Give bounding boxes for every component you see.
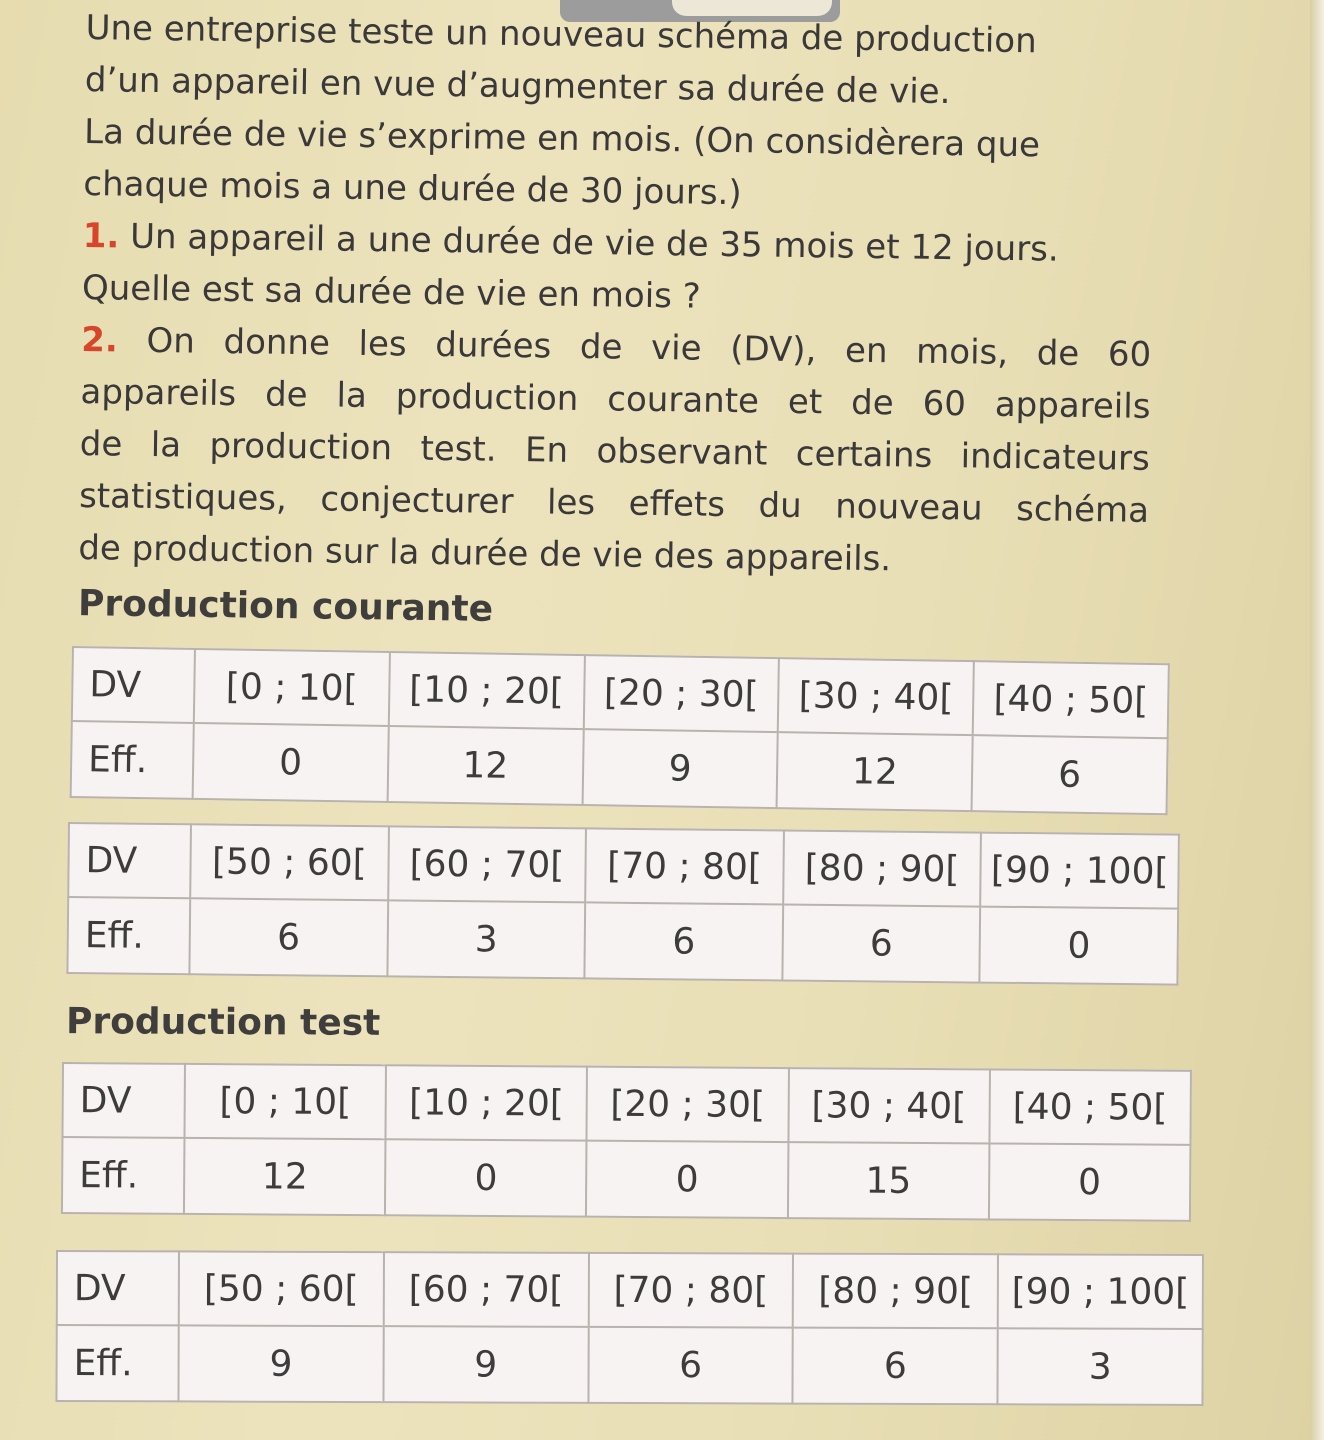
count-cell: 9 [383,1326,588,1403]
exercise-text [78,2,1156,589]
count-cell: 0 [989,1143,1191,1220]
count-cell: 0 [193,723,389,802]
table-row-dv [62,1063,1190,1145]
row-label-dv: DV [57,1251,179,1325]
row-label-eff: Eff. [62,1137,185,1214]
intro-line-1: Une entreprise teste un nouveau schéma de production [85,7,1037,62]
row-label-dv: DV [68,823,191,898]
question-2-line-4: statistiques, conjecturer les effets du nouveau schéma [78,475,1150,531]
row-label-dv: DV [62,1063,185,1138]
row-label-eff: Eff. [56,1325,178,1401]
section-title-production-courante: Production courante [77,583,494,630]
section-title-production-test: Production test [65,1001,381,1044]
question-2-text: On donne les durées de vie (DV), en mois, de 60 [146,320,1152,375]
count-cell: 0 [586,1141,788,1218]
count-cell: 15 [787,1142,989,1219]
header-tab-label [702,0,802,1]
interval-cell: [50 ; 60[ [190,824,388,900]
table-row-eff [62,1137,1191,1221]
count-cell: 6 [588,1327,793,1404]
interval-cell: [70 ; 80[ [588,1253,793,1328]
interval-cell: [20 ; 30[ [587,1067,789,1142]
count-cell: 6 [782,904,980,982]
count-cell: 9 [582,729,778,808]
count-cell: 6 [189,898,387,976]
intro-line-3: La durée de vie s’exprime en mois. (On considèrera que [83,111,1041,166]
interval-cell: [30 ; 40[ [788,1068,990,1143]
table-row-dv [57,1251,1203,1329]
interval-cell: [60 ; 70[ [388,826,586,902]
table-test-part-1 [61,1062,1192,1222]
count-cell: 0 [980,907,1178,985]
interval-cell: [0 ; 10[ [184,1064,386,1139]
question-1-text: Un appareil a une durée de vie de 35 mois et 12 jours. [129,216,1060,270]
table-courante-part-2 [66,822,1180,986]
interval-cell: [40 ; 50[ [989,1069,1191,1144]
table-test-part-2 [55,1250,1204,1406]
intro-line-2: d’un appareil en vue d’augmenter sa durée de vie. [84,59,951,113]
interval-cell: [70 ; 80[ [585,828,783,904]
count-cell: 3 [387,900,585,978]
row-label-dv: DV [72,647,195,723]
count-cell: 6 [793,1328,998,1405]
page-edge [1310,0,1324,1440]
interval-cell: [40 ; 50[ [973,661,1169,738]
interval-cell: [20 ; 30[ [583,655,779,732]
interval-cell: [10 ; 20[ [386,1065,588,1140]
question-2-line-5: de production sur la durée de vie des appareils. [78,527,892,580]
interval-cell: [0 ; 10[ [194,649,390,726]
row-label-eff: Eff. [71,721,194,799]
count-cell: 0 [385,1139,587,1216]
count-cell: 9 [178,1325,383,1402]
question-2-number: 2. [81,319,119,361]
count-cell: 12 [777,732,973,811]
count-cell: 12 [184,1138,386,1215]
interval-cell: [50 ; 60[ [179,1251,384,1326]
count-cell: 12 [387,726,583,805]
table-row-eff [56,1325,1202,1405]
count-cell: 6 [972,735,1168,814]
question-2-line-2: appareils de la production courante et de 60 appareils [80,371,1151,427]
interval-cell: [90 ; 100[ [998,1254,1203,1329]
table-row-dv [68,823,1179,909]
interval-cell: [90 ; 100[ [981,833,1179,909]
question-1-number: 1. [82,215,120,257]
table-row-eff [71,721,1168,814]
interval-cell: [80 ; 90[ [793,1254,998,1329]
question-2-line-3: de la production test. En observant certains indicateurs [79,423,1151,479]
table-courante-part-1 [70,646,1170,815]
intro-line-4: chaque mois a une durée de 30 jours.) [83,163,742,214]
count-cell: 6 [585,902,783,980]
table-row-eff [67,897,1178,985]
interval-cell: [10 ; 20[ [389,652,585,729]
question-1-line-2: Quelle est sa durée de vie en mois ? [81,267,702,317]
interval-cell: [60 ; 70[ [384,1252,589,1327]
interval-cell: [30 ; 40[ [778,658,974,735]
row-label-eff: Eff. [67,897,190,974]
interval-cell: [80 ; 90[ [783,830,981,906]
count-cell: 3 [998,1328,1203,1405]
